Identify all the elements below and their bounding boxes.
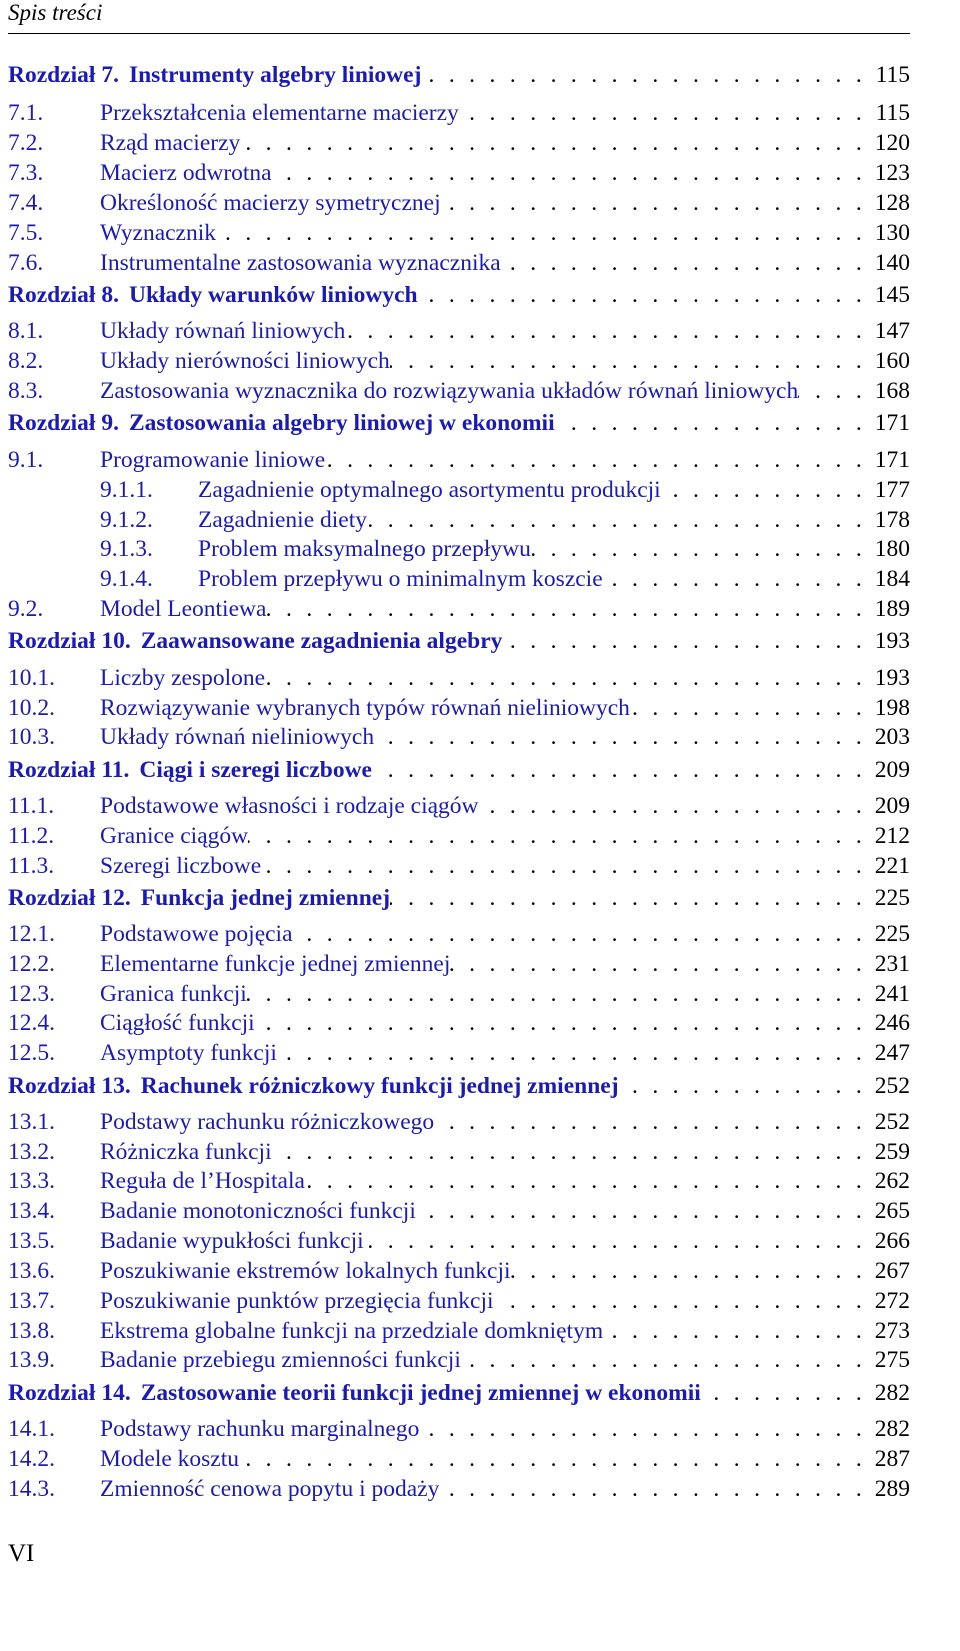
toc-entry-page: 168 xyxy=(874,378,910,404)
toc-entry-number: 14.2. xyxy=(8,1446,55,1472)
toc-subsection-row[interactable] xyxy=(8,475,910,505)
toc-entry-number: 7.2. xyxy=(8,130,44,156)
toc-entry-page: 241 xyxy=(874,981,910,1007)
toc-entry-page: 265 xyxy=(874,1198,910,1224)
toc-dot-leader xyxy=(390,883,872,913)
toc-entry-page: 115 xyxy=(875,62,910,88)
toc-entry-page: 252 xyxy=(874,1109,910,1135)
toc-entry-number: 11.1. xyxy=(8,793,55,819)
toc-entry-page: 231 xyxy=(874,951,910,977)
toc-dot-leader xyxy=(367,505,872,535)
toc-section-row[interactable] xyxy=(8,979,910,1009)
toc-entry-number: 10.1. xyxy=(8,665,55,691)
toc-entry-page: 262 xyxy=(874,1168,910,1194)
toc-section-row[interactable] xyxy=(8,1008,910,1038)
toc-dot-leader xyxy=(261,851,872,881)
toc-entry-number: 12.1. xyxy=(8,921,55,947)
toc-section-row[interactable] xyxy=(8,1444,910,1474)
toc-entry-title[interactable]: Układy warunków liniowych xyxy=(128,282,418,308)
toc-entry-page: 130 xyxy=(874,220,910,246)
toc-section-row[interactable] xyxy=(8,1345,910,1375)
toc-entry-page: 189 xyxy=(874,596,910,622)
toc-dot-leader xyxy=(619,1071,872,1101)
toc-entry-title[interactable]: Ciągi i szeregi liczbowe xyxy=(139,757,372,783)
toc-entry-title[interactable]: Podstawy rachunku marginalnego xyxy=(100,1416,420,1442)
running-header-title: Spis treści xyxy=(8,0,103,25)
toc-entry-number: 10.2. xyxy=(8,695,55,721)
toc-entry-page: 246 xyxy=(874,1010,910,1036)
toc-entry-title[interactable]: Modele kosztu xyxy=(100,1446,240,1472)
toc-dot-leader xyxy=(555,408,872,438)
toc-dot-leader xyxy=(418,280,872,310)
toc-entry-page: 198 xyxy=(874,695,910,721)
toc-chapter-row[interactable] xyxy=(8,60,910,90)
toc-chapter-row[interactable] xyxy=(8,755,910,785)
toc-entry-page: 184 xyxy=(874,566,910,592)
toc-section-row[interactable] xyxy=(8,248,910,278)
toc-subsection-row[interactable] xyxy=(8,505,910,535)
toc-entry-number: 12.2. xyxy=(8,951,55,977)
toc-entry-title[interactable]: Granice ciągów xyxy=(100,823,249,849)
toc-entry-number: Rozdział 9. xyxy=(8,410,119,436)
toc-section-row[interactable] xyxy=(8,919,910,949)
toc-section-row[interactable] xyxy=(8,218,910,248)
toc-section-row[interactable] xyxy=(8,1038,910,1068)
toc-section-row[interactable] xyxy=(8,1166,910,1196)
toc-entry-page: 282 xyxy=(874,1416,910,1442)
toc-dot-leader xyxy=(450,949,872,979)
toc-entry-number: 7.4. xyxy=(8,190,44,216)
toc-entry-title[interactable]: Macierz odwrotna xyxy=(100,160,272,186)
toc-entry-title[interactable]: Problem maksymalnego przepływu xyxy=(198,536,531,562)
toc-dot-leader xyxy=(661,475,872,505)
toc-chapter-row[interactable] xyxy=(8,1071,910,1101)
toc-entry-page: 212 xyxy=(874,823,910,849)
toc-entry-number: Rozdział 8. xyxy=(8,282,119,308)
toc-entry-page: 225 xyxy=(874,885,910,911)
toc-section-row[interactable] xyxy=(8,188,910,218)
toc-entry-number: 8.2. xyxy=(8,348,44,374)
toc-entry-number: 7.6. xyxy=(8,250,44,276)
toc-entry-number: 8.1. xyxy=(8,318,44,344)
toc-entry-page: 147 xyxy=(874,318,910,344)
toc-entry-title[interactable]: Poszukiwanie punktów przegięcia funkcji xyxy=(100,1288,494,1314)
toc-entry-title[interactable]: Podstawowe własności i rodzaje ciągów xyxy=(100,793,479,819)
toc-entry-title[interactable]: Zmienność cenowa popytu i podaży xyxy=(100,1476,440,1502)
toc-entry-number: 9.2. xyxy=(8,596,44,622)
toc-section-row[interactable] xyxy=(8,693,910,723)
toc-entry-number: 11.3. xyxy=(8,853,55,879)
toc-entry-number: 12.4. xyxy=(8,1010,55,1036)
toc-dot-leader xyxy=(459,98,872,128)
toc-entry-page: 252 xyxy=(874,1073,910,1099)
toc-entry-title[interactable]: Funkcja jednej zmiennej xyxy=(140,885,391,911)
toc-entry-number: 13.5. xyxy=(8,1228,55,1254)
toc-dot-leader xyxy=(272,158,872,188)
toc-dot-leader xyxy=(216,218,872,248)
toc-section-row[interactable] xyxy=(8,158,910,188)
toc-dot-leader xyxy=(345,316,872,346)
toc-section-row[interactable] xyxy=(8,1226,910,1256)
toc-chapter-row[interactable] xyxy=(8,280,910,310)
toc-entry-number: 13.7. xyxy=(8,1288,55,1314)
toc-entry-number: 10.3. xyxy=(8,724,55,750)
toc-entry-number: 13.4. xyxy=(8,1198,55,1224)
toc-entry-page: 289 xyxy=(874,1476,910,1502)
toc-entry-number: 13.9. xyxy=(8,1347,55,1373)
toc-entry-number: 13.1. xyxy=(8,1109,55,1135)
toc-entry-page: 273 xyxy=(874,1318,910,1344)
toc-entry-number: Rozdział 12. xyxy=(8,885,131,911)
toc-entry-title[interactable]: Zastosowanie teorii funkcji jednej zmiennej w ekonomii xyxy=(140,1380,701,1406)
toc-entry-page: 145 xyxy=(874,282,910,308)
toc-section-row[interactable] xyxy=(8,1316,910,1346)
toc-entry-number: 14.1. xyxy=(8,1416,55,1442)
toc-dot-leader xyxy=(434,1107,872,1137)
toc-section-row[interactable] xyxy=(8,316,910,346)
toc-entry-page: 247 xyxy=(874,1040,910,1066)
toc-dot-leader xyxy=(419,1414,872,1444)
toc-entry-title[interactable]: Badanie monotoniczności funkcji xyxy=(100,1198,416,1224)
toc-entry-number: Rozdział 10. xyxy=(8,628,131,654)
toc-entry-title[interactable]: Układy nierówności liniowych xyxy=(100,348,390,374)
toc-dot-leader xyxy=(325,445,872,475)
toc-entry-page: 209 xyxy=(874,793,910,819)
toc-dot-leader xyxy=(265,663,872,693)
toc-entry-page: 287 xyxy=(874,1446,910,1472)
toc-entry-page: 203 xyxy=(874,724,910,750)
toc-entry-title[interactable]: Wyznacznik xyxy=(100,220,217,246)
toc-entry-number: Rozdział 11. xyxy=(8,757,130,783)
toc-entry-title[interactable]: Badanie wypukłości funkcji xyxy=(100,1228,364,1254)
toc-dot-leader xyxy=(511,1256,872,1286)
toc-entry-title[interactable]: Ekstrema globalne funkcji na przedziale domkniętym xyxy=(100,1318,604,1344)
toc-section-row[interactable] xyxy=(8,663,910,693)
toc-dot-leader xyxy=(494,1286,872,1316)
toc-dot-leader xyxy=(416,1196,872,1226)
toc-dot-leader xyxy=(421,60,872,90)
toc-entry-page: 171 xyxy=(874,410,910,436)
toc-entry-title[interactable]: Poszukiwanie ekstremów lokalnych funkcji xyxy=(100,1258,511,1284)
toc-entry-number: 11.2. xyxy=(8,823,55,849)
toc-section-row[interactable] xyxy=(8,722,910,752)
toc-entry-title[interactable]: Szeregi liczbowe xyxy=(100,853,262,879)
toc-chapter-row[interactable] xyxy=(8,1378,910,1408)
toc-entry-page: 171 xyxy=(874,447,910,473)
toc-subsection-row[interactable] xyxy=(8,564,910,594)
toc-entry-title[interactable]: Elementarne funkcje jednej zmiennej xyxy=(100,951,451,977)
toc-entry-page: 180 xyxy=(874,536,910,562)
toc-entry-title[interactable]: Przekształcenia elementarne macierzy xyxy=(100,100,459,126)
toc-entry-title[interactable]: Ciągłość funkcji xyxy=(100,1010,255,1036)
toc-dot-leader xyxy=(247,979,872,1009)
toc-dot-leader xyxy=(630,693,872,723)
toc-dot-leader xyxy=(364,1226,872,1256)
toc-dot-leader xyxy=(798,376,872,406)
toc-dot-leader xyxy=(701,1378,872,1408)
toc-entry-number: 8.3. xyxy=(8,378,44,404)
toc-entry-page: 177 xyxy=(874,477,910,503)
toc-entry-page: 140 xyxy=(874,250,910,276)
toc-dot-leader xyxy=(255,1008,872,1038)
toc-entry-page: 123 xyxy=(874,160,910,186)
toc-chapter-row[interactable] xyxy=(8,883,910,913)
toc-section-row[interactable] xyxy=(8,376,910,406)
toc-entry-title[interactable]: Programowanie liniowe xyxy=(100,447,326,473)
toc-section-row[interactable] xyxy=(8,1137,910,1167)
toc-chapter-row[interactable] xyxy=(8,408,910,438)
toc-section-row[interactable] xyxy=(8,1107,910,1137)
toc-dot-leader xyxy=(441,188,872,218)
toc-entry-page: 275 xyxy=(874,1347,910,1373)
toc-dot-leader xyxy=(374,722,872,752)
toc-entry-number: Rozdział 14. xyxy=(8,1380,131,1406)
toc-entry-number: 7.1. xyxy=(8,100,44,126)
toc-dot-leader xyxy=(293,919,872,949)
toc-entry-title[interactable]: Podstawy rachunku różniczkowego xyxy=(100,1109,435,1135)
toc-section-row[interactable] xyxy=(8,1196,910,1226)
toc-entry-title[interactable]: Zaawansowane zagadnienia algebry xyxy=(140,628,503,654)
toc-entry-title[interactable]: Układy równań liniowych xyxy=(100,318,346,344)
toc-entry-title[interactable]: Zagadnienie optymalnego asortymentu produkcji xyxy=(198,477,661,503)
toc-dot-leader xyxy=(272,1137,872,1167)
toc-entry-number: 13.2. xyxy=(8,1139,55,1165)
toc-dot-leader xyxy=(266,594,872,624)
toc-dot-leader xyxy=(390,346,872,376)
toc-entry-page: 221 xyxy=(874,853,910,879)
toc-dot-leader xyxy=(439,1474,872,1504)
toc-entry-page: 282 xyxy=(874,1380,910,1406)
toc-entry-title[interactable]: Różniczka funkcji xyxy=(100,1139,272,1165)
toc-section-row[interactable] xyxy=(8,1256,910,1286)
toc-entry-title[interactable]: Instrumenty algebry liniowej xyxy=(128,62,422,88)
toc-dot-leader xyxy=(248,821,872,851)
toc-dot-leader xyxy=(372,755,872,785)
toc-entry-title[interactable]: Podstawowe pojęcia xyxy=(100,921,293,947)
toc-section-row[interactable] xyxy=(8,821,910,851)
toc-entry-page: 209 xyxy=(874,757,910,783)
toc-entry-page: 178 xyxy=(874,507,910,533)
toc-dot-leader xyxy=(277,1038,872,1068)
toc-entry-title[interactable]: Liczby zespolone xyxy=(100,665,266,691)
toc-entry-number: 9.1.2. xyxy=(100,507,153,533)
toc-subsection-row[interactable] xyxy=(8,534,910,564)
toc-entry-number: 9.1.4. xyxy=(100,566,153,592)
toc-section-row[interactable] xyxy=(8,128,910,158)
toc-section-row[interactable] xyxy=(8,1286,910,1316)
toc-entry-page: 272 xyxy=(874,1288,910,1314)
toc-entry-number: 7.3. xyxy=(8,160,44,186)
toc-entry-page: 267 xyxy=(874,1258,910,1284)
toc-entry-title[interactable]: Problem przepływu o minimalnym koszcie xyxy=(198,566,603,592)
toc-section-row[interactable] xyxy=(8,949,910,979)
toc-entry-number: 12.3. xyxy=(8,981,55,1007)
toc-entry-page: 115 xyxy=(875,100,910,126)
toc-entry-number: 14.3. xyxy=(8,1476,55,1502)
toc-entry-page: 259 xyxy=(874,1139,910,1165)
toc-section-row[interactable] xyxy=(8,791,910,821)
toc-dot-leader xyxy=(501,248,872,278)
toc-dot-leader xyxy=(531,534,872,564)
toc-entry-number: 7.5. xyxy=(8,220,44,246)
toc-entry-title[interactable]: Układy równań nieliniowych xyxy=(100,724,375,750)
toc-entry-title[interactable]: Asymptoty funkcji xyxy=(100,1040,277,1066)
toc-section-row[interactable] xyxy=(8,98,910,128)
toc-entry-title[interactable]: Określoność macierzy symetrycznej xyxy=(100,190,441,216)
toc-entry-number: 9.1.3. xyxy=(100,536,153,562)
toc-entry-title[interactable]: Zastosowania wyznacznika do rozwiązywania układów równań liniowych xyxy=(100,378,799,404)
toc-dot-leader xyxy=(603,564,872,594)
toc-section-row[interactable] xyxy=(8,594,910,624)
toc-entry-number: 13.6. xyxy=(8,1258,55,1284)
toc-entry-number: Rozdział 13. xyxy=(8,1073,131,1099)
toc-entry-title[interactable]: Zastosowania algebry liniowej w ekonomii xyxy=(128,410,555,436)
toc-chapter-row[interactable] xyxy=(8,626,910,656)
toc-section-row[interactable] xyxy=(8,1414,910,1444)
toc-dot-leader xyxy=(603,1316,872,1346)
toc-entry-title[interactable]: Rachunek różniczkowy funkcji jednej zmiennej xyxy=(140,1073,619,1099)
toc-entry-page: 193 xyxy=(874,665,910,691)
toc-entry-number: 9.1.1. xyxy=(100,477,153,503)
toc-dot-leader xyxy=(239,1444,872,1474)
toc-entry-title[interactable]: Rząd macierzy xyxy=(100,130,241,156)
toc-entry-title[interactable]: Granica funkcji xyxy=(100,981,247,1007)
toc-entry-title[interactable]: Instrumentalne zastosowania wyznacznika xyxy=(100,250,501,276)
toc-entry-number: 13.8. xyxy=(8,1318,55,1344)
toc-section-row[interactable] xyxy=(8,1474,910,1504)
toc-entry-title[interactable]: Reguła de l’Hospitala xyxy=(100,1168,305,1194)
toc-dot-leader xyxy=(502,626,872,656)
toc-dot-leader xyxy=(479,791,872,821)
toc-entry-page: 225 xyxy=(874,921,910,947)
toc-dot-leader xyxy=(240,128,872,158)
toc-dot-leader xyxy=(305,1166,872,1196)
toc-section-row[interactable] xyxy=(8,851,910,881)
toc-entry-title[interactable]: Model Leontiewa xyxy=(100,596,267,622)
toc-entry-page: 120 xyxy=(874,130,910,156)
toc-entry-title[interactable]: Zagadnienie diety xyxy=(198,507,367,533)
toc-entry-page: 160 xyxy=(874,348,910,374)
toc-entry-number: 12.5. xyxy=(8,1040,55,1066)
page-number: VI xyxy=(8,1540,35,1567)
toc-dot-leader xyxy=(461,1345,872,1375)
toc-entry-title[interactable]: Badanie przebiegu zmienności funkcji xyxy=(100,1347,461,1373)
toc-entry-number: Rozdział 7. xyxy=(8,62,119,88)
toc-entry-page: 266 xyxy=(874,1228,910,1254)
toc-entry-number: 9.1. xyxy=(8,447,44,473)
toc-section-row[interactable] xyxy=(8,346,910,376)
toc-entry-page: 193 xyxy=(874,628,910,654)
running-header xyxy=(8,0,910,34)
toc-section-row[interactable] xyxy=(8,445,910,475)
toc-entry-title[interactable]: Rozwiązywanie wybranych typów równań nieliniowych xyxy=(100,695,630,721)
toc-entry-page: 128 xyxy=(874,190,910,216)
toc-entry-number: 13.3. xyxy=(8,1168,55,1194)
